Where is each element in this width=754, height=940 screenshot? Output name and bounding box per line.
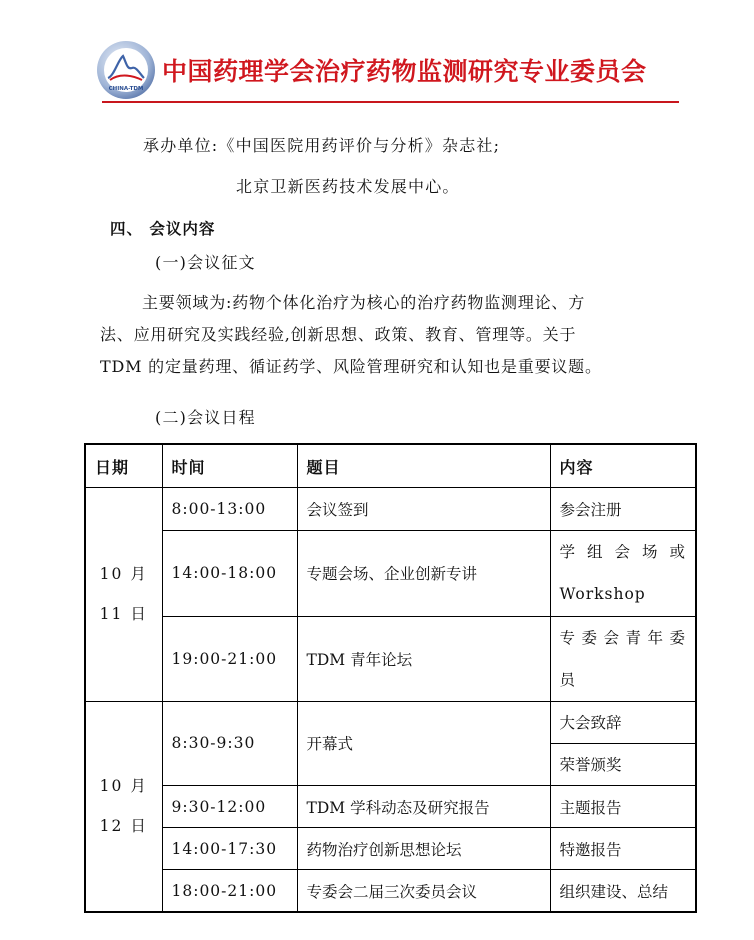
header-content: 内容 <box>550 444 696 488</box>
time-cell: 14:00-18:00 <box>162 531 297 616</box>
header-time: 时间 <box>162 444 297 488</box>
table-row <box>85 616 696 701</box>
content-cell: 参会注册 <box>550 488 696 531</box>
subsection-papers: (一)会议征文 <box>155 253 256 272</box>
time-cell: 19:00-21:00 <box>162 616 297 701</box>
date-month: 10 月 <box>99 777 148 796</box>
table-row <box>85 488 696 531</box>
content-line: 学 组 会 场 或 <box>559 543 686 562</box>
paragraph-line: 主要领域为:药物个体化治疗为核心的治疗药物监测理论、方 <box>142 293 585 312</box>
section-heading: 四、 会议内容 <box>110 220 216 238</box>
content-line: Workshop <box>559 585 646 604</box>
organizer-line-2: 北京卫新医药技术发展中心。 <box>236 177 460 196</box>
date-cell-day1 <box>85 488 162 702</box>
content-cell <box>550 616 696 701</box>
table-row <box>85 701 696 743</box>
content-cell: 主题报告 <box>550 786 696 828</box>
svg-text:CHINA-TDM: CHINA-TDM <box>108 86 144 92</box>
topic-cell: 会议签到 <box>297 488 550 531</box>
content-line: 专委会青年委 <box>559 628 686 647</box>
date-day: 11 日 <box>99 605 148 624</box>
time-cell: 9:30-12:00 <box>162 786 297 828</box>
paragraph-line: TDM 的定量药理、循证药学、风险管理研究和认知也是重要议题。 <box>100 357 602 376</box>
topic-cell: TDM 青年论坛 <box>297 616 550 701</box>
time-cell: 14:00-17:30 <box>162 828 297 870</box>
table-row <box>85 531 696 616</box>
topic-cell: 专委会二届三次委员会议 <box>297 870 550 912</box>
content-cell: 特邀报告 <box>550 828 696 870</box>
topic-cell: 开幕式 <box>297 701 550 785</box>
call-for-papers-paragraph <box>100 287 684 383</box>
content-cell: 组织建设、总结 <box>550 870 696 912</box>
date-cell-day2 <box>85 701 162 912</box>
table-row <box>85 870 696 912</box>
header-topic: 题目 <box>297 444 550 488</box>
content-line: 员 <box>559 670 577 689</box>
time-cell: 18:00-21:00 <box>162 870 297 912</box>
table-row <box>85 828 696 870</box>
paragraph-line: 法、应用研究及实践经验,创新思想、政策、教育、管理等。关于 <box>100 325 577 344</box>
organizer-line-1: 承办单位:《中国医院用药评价与分析》杂志社; <box>143 136 501 155</box>
society-logo-icon <box>96 40 156 100</box>
topic-cell: TDM 学科动态及研究报告 <box>297 786 550 828</box>
subsection-schedule: (二)会议日程 <box>155 408 256 427</box>
table-row <box>85 786 696 828</box>
header-date: 日期 <box>85 444 162 488</box>
time-cell: 8:30-9:30 <box>162 701 297 785</box>
table-header-row <box>85 444 696 488</box>
time-cell: 8:00-13:00 <box>162 488 297 531</box>
header-divider <box>102 101 679 103</box>
content-cell: 大会致辞 <box>550 701 696 743</box>
letterhead <box>96 38 680 102</box>
schedule-table <box>84 443 697 913</box>
topic-cell: 专题会场、企业创新专讲 <box>297 531 550 616</box>
content-cell: 荣誉颁奖 <box>550 743 696 785</box>
date-day: 12 日 <box>99 817 148 836</box>
date-month: 10 月 <box>99 565 148 584</box>
organization-title: 中国药理学会治疗药物监测研究专业委员会 <box>162 57 647 86</box>
content-cell <box>550 531 696 616</box>
topic-cell: 药物治疗创新思想论坛 <box>297 828 550 870</box>
